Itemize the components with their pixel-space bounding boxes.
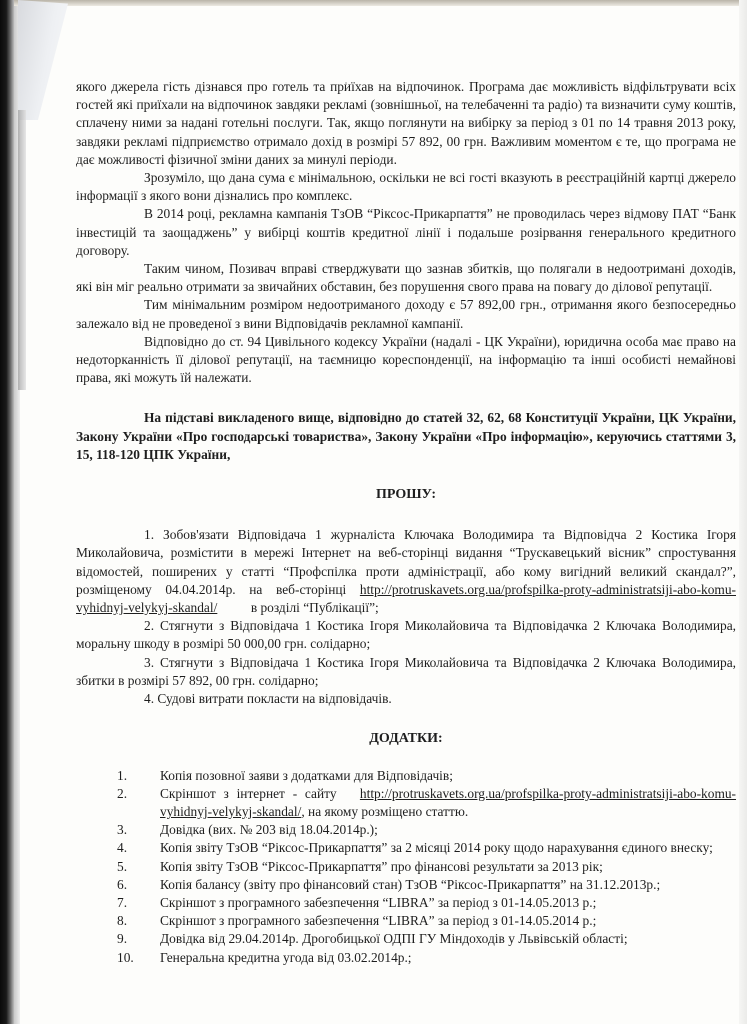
- attachment-item: [76, 821, 736, 839]
- attachment-number: 6.: [117, 876, 128, 892]
- legal-basis-paragraph: На підставі викладеного вище, відповідно до статей 32, 62, 68 Конституції України, ЦК України, Закону України «Про господарські товариства», Закону України «Про інформацію», керуючись статтями 3, 15, 118-120 ЦПК України,: [76, 410, 736, 462]
- fold-shadow: [18, 110, 26, 390]
- attachment-number: 9.: [117, 931, 128, 947]
- attachment-item: [76, 876, 736, 894]
- request-item-4: 4. Судові витрати покласти на відповідачів.: [144, 691, 392, 707]
- attachment-number: 5.: [117, 858, 128, 874]
- attachment-item: [76, 767, 736, 785]
- attachment-text: Копія позовної заяви з додатками для Відповідачів;: [160, 767, 453, 783]
- body-paragraph: Зрозуміло, що дана сума є мінімальною, оскільки не всі гості вказують в реєстраційній картці джерело інформації з якого вони дізнались про комплекс.: [76, 170, 736, 204]
- attachment-text: Скріншот з програмного забезпечення “LIBRA” за період з 01-14.05.2014 р.;: [160, 913, 597, 929]
- attachments-heading: ДОДАТКИ:: [369, 731, 443, 747]
- attachment-item: [76, 858, 736, 876]
- attachment-number: 4.: [117, 840, 128, 856]
- attachment-link[interactable]: http://protruskavets.org.ua/profspilka-proty-administratsiji-abo-komu-vyhidnyj-velykyj-skandal/: [160, 785, 737, 819]
- request-item-1-text: 1. Зобов'язати Відповідача 1 журналіста Ключака Володимира та Відповідча 2 Костика Ігоря Миколайовича, розмістити в мережі Інтернет на веб-сторінці видання “Трускавецький вісник” спростування відомостей, поширених у статті “Профспілка проти адміністрації, або кому вигідний великий скандал?”, розміщеному 04.04.2014р. на веб-сторінці: [76, 527, 736, 597]
- attachment-number: 3.: [117, 822, 128, 838]
- attachment-text: Генеральна кредитна угода від 03.02.2014р.;: [160, 949, 412, 965]
- document-page: [76, 78, 736, 967]
- attachment-text: Копія звіту ТзОВ “Ріксос-Прикарпаття” за 2 місяці 2014 року щодо нарахування єдиного внеску;: [160, 840, 713, 856]
- attachments-list: [76, 767, 736, 967]
- folded-corner: [18, 0, 68, 120]
- attachment-number: 1.: [117, 767, 128, 783]
- attachment-number: 10.: [117, 949, 134, 965]
- body-paragraph: Відповідно до ст. 94 Цивільного кодексу України (надалі - ЦК України), юридична особа має право на недоторканність її ділової репутації, на таємницю кореспонденції, на інформацію та інші особисті немайнові права, які можуть їй належати.: [76, 333, 736, 386]
- attachment-item: [76, 839, 736, 857]
- attachment-number: 7.: [117, 894, 128, 910]
- attachment-number: 2.: [117, 785, 128, 801]
- attachment-text: Скріншот з інтернет - сайту: [160, 785, 337, 801]
- attachment-text: Копія балансу (звіту про фінансовий стан) ТзОВ “Ріксос-Прикарпаття” на 31.12.2013р.;: [160, 876, 661, 892]
- request-item-1-tail: в розділі “Публікації”;: [250, 600, 379, 616]
- request-heading: ПРОШУ:: [375, 487, 437, 503]
- spacer: [76, 749, 736, 767]
- attachment-item: [76, 785, 736, 821]
- scan-top-band: [14, 0, 747, 6]
- request-item-3: 3. Стягнути з Відповідача 1 Костика Ігоря Миколайовича та Відповідачка 2 Ключака Володимира, збитки в розмірі 57 892, 00 грн. солідарно;: [76, 654, 736, 688]
- attachment-item: [76, 894, 736, 912]
- attachment-text: Скріншот з програмного забезпечення “LIBRA” за період з 01-14.05.2013 р.;: [160, 894, 597, 910]
- attachment-item: [76, 930, 736, 948]
- attachment-item: [76, 912, 736, 930]
- attachment-item: [76, 949, 736, 967]
- attachment-text: Довідка від 29.04.2014р. Дрогобицької ОДПІ ГУ Міндоходів у Львівській області;: [160, 931, 628, 947]
- spacer: [76, 464, 736, 486]
- attachment-text: Довідка (вих. № 203 від 18.04.2014р.);: [160, 822, 378, 838]
- body-paragraph: Тим мінімальним розміром недоотриманого доходу є 57 892,00 грн., отримання якого безпосередньо залежало від не проведеної з вини Відповідачів рекламної кампанії.: [76, 297, 736, 331]
- spacer: [76, 504, 736, 526]
- spacer: [76, 387, 736, 409]
- article-link[interactable]: http://protruskavets.org.ua/profspilka-proty-administratsiji-abo-komu-vyhidnyj-velykyj-skandal/: [76, 581, 736, 616]
- scan-dark-edge: [0, 0, 14, 1024]
- scan-right-edge: [739, 0, 747, 1024]
- body-paragraph: Таким чином, Позивач вправі стверджувати що зазнав збитків, що полягали в недоотримані доходів, які він міг реально отримати за звичайних обставин, без порушення свого права на повагу до ділової репутації.: [76, 261, 736, 295]
- attachment-text-tail: , на якому розміщено статтю.: [301, 803, 469, 819]
- spacer: [76, 708, 736, 730]
- request-item-1: [76, 526, 736, 617]
- attachment-text: Копія звіту ТзОВ “Ріксос-Прикарпаття” про фінансові результати за 2013 рік;: [160, 858, 603, 874]
- body-paragraph: якого джерела гість дізнався про готель та приїхав на відпочинок. Програма дає можливість відфільтрувати всіх гостей які приїхали на відпочинок завдяки рекламі (зовнішньої, на телебаченні та радіо) та визначити суму коштів, сплачену ними за надані готельні послуги. Так, якщо поглянути на вибірку за період з 01 по 14 травня 2013 року, завдяки рекламі підприємство отримало дохід в розмірі 57 892, 00 грн. Важливим моментом є те, що програма не дає можливості фізичної зміни даних за минулі періоди.: [76, 79, 736, 167]
- request-item-2: 2. Стягнути з Відповідача 1 Костика Ігоря Миколайовича та Відповідачка 2 Ключака Володимира, моральну шкоду в розмірі 50 000,00 грн. солідарно;: [76, 618, 736, 652]
- body-paragraph: В 2014 році, рекламна кампанія ТзОВ “Ріксос-Прикарпаття” не проводилась через відмову ПАТ “Банк інвестицій та заощаджень” у вибірці коштів кредитної лінії і подальше розірвання генерального кредитного договору.: [76, 206, 736, 258]
- attachment-number: 8.: [117, 913, 128, 929]
